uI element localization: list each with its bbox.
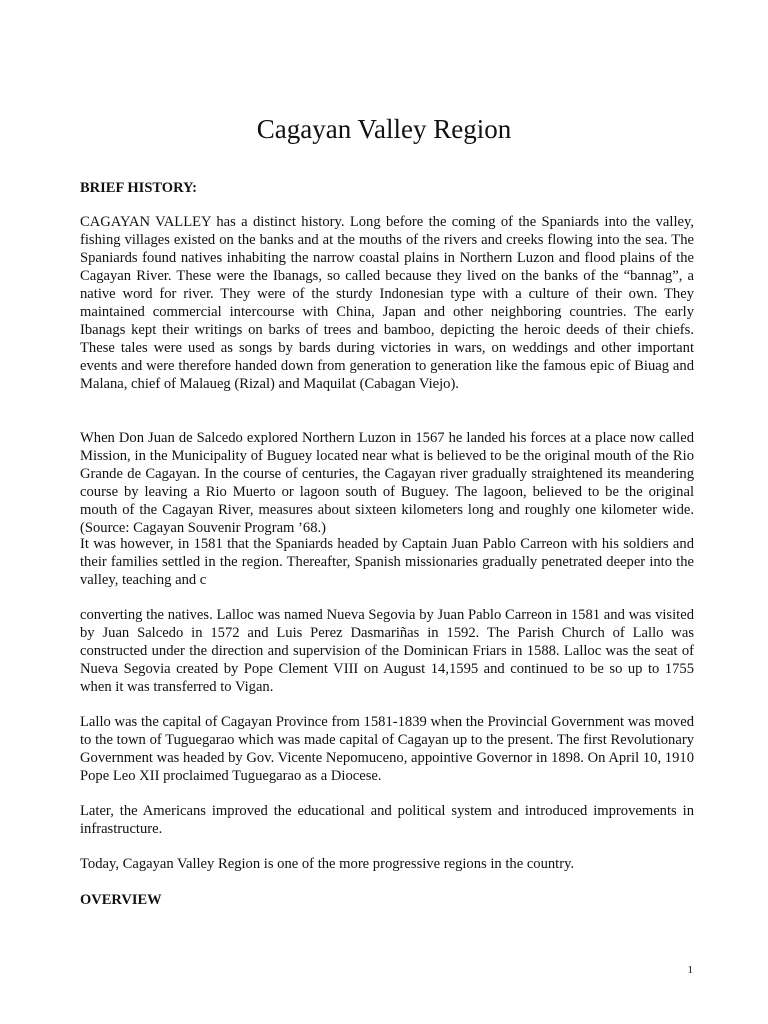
history-paragraph-3: It was however, in 1581 that the Spaniards headed by Captain Juan Pablo Carreon with his soldiers and their families settled in the region. Thereafter, Spanish missionaries gradually penetrated deeper into the valley, teaching and c [80, 536, 694, 588]
page-number: 1 [687, 964, 693, 976]
history-paragraph-5: Lallo was the capital of Cagayan Province from 1581-1839 when the Provincial Government was moved to the town of Tuguegarao which was made capital of Cagayan up to the present. The first Revolutionary Government was headed by Gov. Vicente Nepomuceno, appointive Governor in 1898. On April 10, 1910 Pope Leo XII proclaimed Tuguegarao as a Diocese. [80, 714, 694, 784]
brief-history-heading: BRIEF HISTORY: [80, 180, 198, 196]
history-paragraph-7: Today, Cagayan Valley Region is one of the more progressive regions in the country. [80, 856, 575, 872]
overview-heading: OVERVIEW [80, 892, 162, 908]
history-paragraph-4: converting the natives. Lalloc was named Nueva Segovia by Juan Pablo Carreon in 1581 and was visited by Juan Salcedo in 1572 and Luis Perez Dasmariñas in 1592. The Parish Church of Lallo was constructed under the direction and supervision of the Dominican Friars in 1588. Lalloc was the seat of Nueva Segovia created by Pope Clement VIII on August 14,1595 and continued to be so up to 1755 when it was transferred to Vigan. [80, 607, 694, 695]
page-title: Cagayan Valley Region [256, 114, 512, 144]
history-paragraph-1: CAGAYAN VALLEY has a distinct history. Long before the coming of the Spaniards into the valley, fishing villages existed on the banks and at the mouths of the rivers and creeks flowing into the sea. The Spaniards found natives inhabiting the narrow coastal plains in Northern Luzon and flood plains of the Cagayan River. These were the Ibanags, so called because they lived on the banks of the “bannag”, a native word for river. They were of the sturdy Indonesian type with a culture of their own. They maintained commercial intercourse with China, Japan and other neighboring countries. The early Ibanags kept their writings on barks of trees and bamboo, depicting the heroic deeds of their chiefs. These tales were used as songs by bards during victories in wars, on weddings and other important events and were therefore handed down from generation to generation like the famous epic of Biuag and Malana, chief of Malaueg (Rizal) and Maquilat (Cabagan Viejo). [80, 214, 694, 392]
history-paragraph-2: When Don Juan de Salcedo explored Northern Luzon in 1567 he landed his forces at a place now called Mission, in the Municipality of Buguey located near what is believed to be the original mouth of the Rio Grande de Cagayan. In the course of centuries, the Cagayan river gradually straightened its meandering course by leaving a Rio Muerto or lagoon south of Buguey. The lagoon, believed to be the original mouth of the Cagayan River, measures about sixteen kilometers long and roughly one kilometer wide. (Source: Cagayan Souvenir Program ’68.) [80, 430, 694, 536]
history-paragraph-6: Later, the Americans improved the educational and political system and introduced improvements in infrastructure. [80, 803, 694, 837]
